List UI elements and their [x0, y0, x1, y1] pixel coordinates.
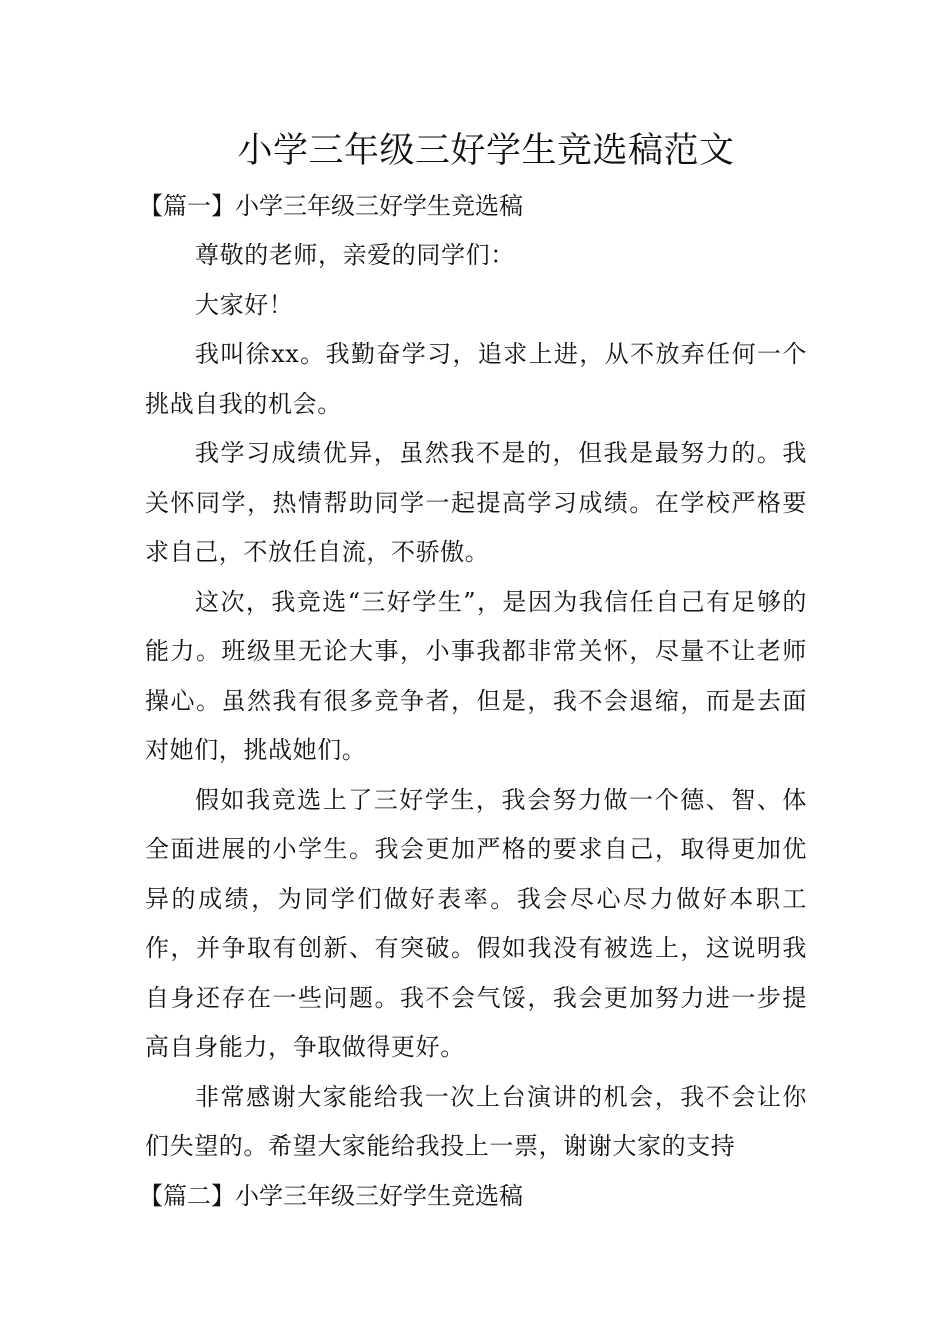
body-paragraph: 假如我竞选上了三好学生，我会努力做一个德、智、体全面进展的小学生。我会更加严格的要求自己，取得更加优异的成绩，为同学们做好表率。我会尽心尽力做好本职工作，并争取有创新、有突破。假如我没有被选上，这说明我自身还存在一些问题。我不会气馁，我会更加努力进一步提高自身能力，争取做得更好。	[145, 785, 807, 1061]
body-paragraph: 我叫徐xx。我勤奋学习，追求上进，从不放弃任何一个挑战自我的机会。	[145, 340, 807, 418]
closing-paragraph: 非常感谢大家能给我一次上台演讲的机会，我不会让你们失望的。希望大家能给我投上一票，谢谢大家的支持	[145, 1082, 807, 1160]
section-heading: 【篇一】小学三年级三好学生竞选稿	[139, 192, 523, 220]
body-paragraph: 我学习成绩优异，虽然我不是的，但我是最努力的。我关怀同学，热情帮助同学一起提高学习成绩。在学校严格要求自己，不放任自流，不骄傲。	[145, 439, 807, 566]
salutation: 尊敬的老师，亲爱的同学们：	[195, 241, 515, 269]
document-title: 小学三年级三好学生竞选稿范文	[237, 131, 735, 171]
section-2	[139, 1172, 807, 1221]
document-page	[139, 120, 807, 1221]
body-paragraph: 这次，我竞选“三好学生”，是因为我信任自己有足够的能力。班级里无论大事，小事我都非常关怀，尽量不让老师操心。虽然我有很多竞争者，但是，我不会退缩，而是去面对她们，挑战她们。	[145, 587, 807, 764]
greeting: 大家好！	[195, 290, 294, 319]
section-1	[139, 182, 807, 1172]
section-heading: 【篇二】小学三年级三好学生竞选稿	[139, 1181, 523, 1210]
